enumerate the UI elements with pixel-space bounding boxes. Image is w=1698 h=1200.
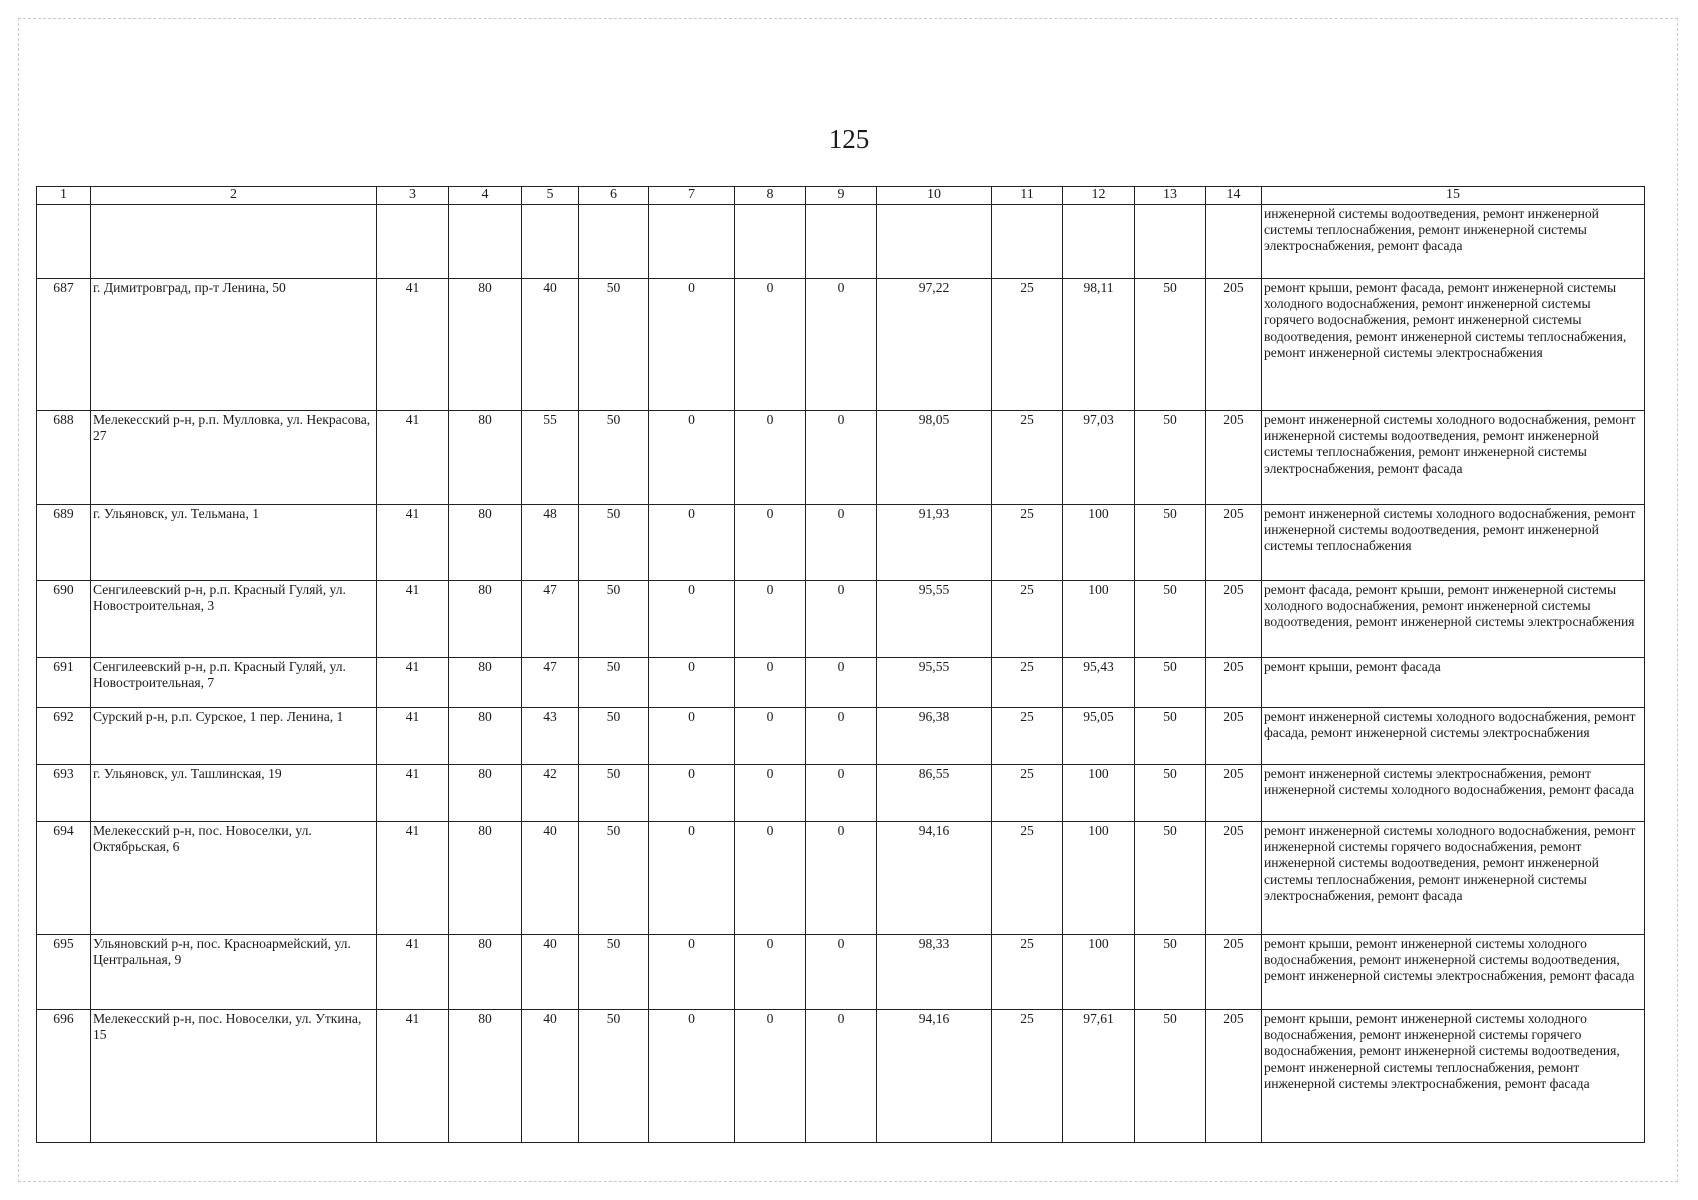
- cell-col3: 41: [377, 1009, 449, 1142]
- cell-col9: 0: [806, 821, 877, 934]
- cell-col11: 25: [992, 278, 1063, 410]
- column-header: 10: [877, 187, 992, 205]
- row-address: Мелекесский р-н, пос. Новоселки, ул. Уткина, 15: [91, 1009, 377, 1142]
- cell-col4: 80: [449, 1009, 522, 1142]
- cell-col11: 25: [992, 504, 1063, 580]
- cell-col12: 100: [1063, 504, 1135, 580]
- cell-col5: 40: [522, 1009, 579, 1142]
- table-row: [37, 821, 1645, 934]
- column-header: 7: [649, 187, 735, 205]
- table-row: [37, 934, 1645, 1009]
- cell-col12: 95,43: [1063, 657, 1135, 707]
- cell-col14: 205: [1206, 764, 1262, 821]
- cell-col14: 205: [1206, 707, 1262, 764]
- cell-col13: 50: [1135, 580, 1206, 657]
- cell-col4: 80: [449, 764, 522, 821]
- row-works: ремонт инженерной системы электроснабжения, ремонт инженерной системы холодного водоснабжения, ремонт фасада: [1262, 764, 1645, 821]
- row-address: [91, 204, 377, 278]
- cell-col9: 0: [806, 278, 877, 410]
- cell-col3: 41: [377, 504, 449, 580]
- row-number: [37, 204, 91, 278]
- cell-col14: 205: [1206, 580, 1262, 657]
- cell-col7: 0: [649, 657, 735, 707]
- table-row: [37, 580, 1645, 657]
- cell-col4: 80: [449, 504, 522, 580]
- cell-col12: 98,11: [1063, 278, 1135, 410]
- cell-col14: 205: [1206, 1009, 1262, 1142]
- row-address: г. Ульяновск, ул. Тельмана, 1: [91, 504, 377, 580]
- row-works: ремонт инженерной системы холодного водоснабжения, ремонт инженерной системы водоотведения, ремонт инженерной системы теплоснабжения, ремонт инженерной системы электроснабжения, ремонт фасада: [1262, 410, 1645, 504]
- cell-col7: 0: [649, 1009, 735, 1142]
- cell-col8: 0: [735, 410, 806, 504]
- cell-col11: 25: [992, 580, 1063, 657]
- column-header: 5: [522, 187, 579, 205]
- cell-col12: 95,05: [1063, 707, 1135, 764]
- column-header: 3: [377, 187, 449, 205]
- cell-col7: 0: [649, 764, 735, 821]
- cell-col4: 80: [449, 934, 522, 1009]
- cell-col3: 41: [377, 410, 449, 504]
- cell-col5: 43: [522, 707, 579, 764]
- cell-col10: 95,55: [877, 657, 992, 707]
- cell-col7: 0: [649, 707, 735, 764]
- cell-col6: 50: [579, 410, 649, 504]
- cell-col11: 25: [992, 934, 1063, 1009]
- cell-col3: [377, 204, 449, 278]
- row-address: Сенгилеевский р-н, р.п. Красный Гуляй, ул. Новостроительная, 3: [91, 580, 377, 657]
- row-number: 692: [37, 707, 91, 764]
- cell-col6: 50: [579, 278, 649, 410]
- cell-col14: [1206, 204, 1262, 278]
- cell-col11: 25: [992, 821, 1063, 934]
- cell-col5: 40: [522, 278, 579, 410]
- cell-col9: 0: [806, 410, 877, 504]
- row-works: ремонт крыши, ремонт фасада: [1262, 657, 1645, 707]
- cell-col10: 95,55: [877, 580, 992, 657]
- row-address: г. Ульяновск, ул. Ташлинская, 19: [91, 764, 377, 821]
- cell-col13: 50: [1135, 821, 1206, 934]
- cell-col5: 47: [522, 657, 579, 707]
- table-row: [37, 504, 1645, 580]
- cell-col6: 50: [579, 821, 649, 934]
- cell-col6: 50: [579, 764, 649, 821]
- row-works: инженерной системы водоотведения, ремонт инженерной системы теплоснабжения, ремонт инженерной системы электроснабжения, ремонт фасада: [1262, 204, 1645, 278]
- table-header-row: [37, 187, 1645, 205]
- cell-col9: 0: [806, 934, 877, 1009]
- column-header: 11: [992, 187, 1063, 205]
- cell-col11: 25: [992, 707, 1063, 764]
- cell-col7: 0: [649, 410, 735, 504]
- cell-col3: 41: [377, 657, 449, 707]
- row-number: 688: [37, 410, 91, 504]
- cell-col12: 97,61: [1063, 1009, 1135, 1142]
- cell-col6: [579, 204, 649, 278]
- cell-col4: 80: [449, 821, 522, 934]
- cell-col3: 41: [377, 707, 449, 764]
- cell-col6: 50: [579, 707, 649, 764]
- cell-col10: 94,16: [877, 821, 992, 934]
- row-works: ремонт фасада, ремонт крыши, ремонт инженерной системы холодного водоснабжения, ремонт инженерной системы водоотведения, ремонт инженерной системы электроснабжения: [1262, 580, 1645, 657]
- table-row: [37, 410, 1645, 504]
- cell-col11: 25: [992, 764, 1063, 821]
- cell-col9: 0: [806, 1009, 877, 1142]
- cell-col13: 50: [1135, 657, 1206, 707]
- cell-col9: [806, 204, 877, 278]
- cell-col5: [522, 204, 579, 278]
- row-address: Ульяновский р-н, пос. Красноармейский, ул. Центральная, 9: [91, 934, 377, 1009]
- row-number: 689: [37, 504, 91, 580]
- table-row: [37, 204, 1645, 278]
- cell-col5: 42: [522, 764, 579, 821]
- row-works: ремонт инженерной системы холодного водоснабжения, ремонт фасада, ремонт инженерной системы электроснабжения: [1262, 707, 1645, 764]
- cell-col3: 41: [377, 580, 449, 657]
- cell-col4: 80: [449, 278, 522, 410]
- table-row: [37, 1009, 1645, 1142]
- cell-col6: 50: [579, 580, 649, 657]
- cell-col6: 50: [579, 1009, 649, 1142]
- cell-col13: 50: [1135, 764, 1206, 821]
- row-works: ремонт крыши, ремонт инженерной системы холодного водоснабжения, ремонт инженерной системы горячего водоснабжения, ремонт инженерной системы водоотведения, ремонт инженерной системы теплоснабжения, ремонт инженерной системы электроснабжения, ремонт фасада: [1262, 1009, 1645, 1142]
- row-number: 695: [37, 934, 91, 1009]
- cell-col9: 0: [806, 657, 877, 707]
- cell-col4: 80: [449, 410, 522, 504]
- row-address: Сенгилеевский р-н, р.п. Красный Гуляй, ул. Новостроительная, 7: [91, 657, 377, 707]
- row-works: ремонт крыши, ремонт фасада, ремонт инженерной системы холодного водоснабжения, ремонт инженерной системы горячего водоснабжения, ремонт инженерной системы водоотведения, ремонт инженерной системы теплоснабжения, ремонт инженерной системы электроснабжения: [1262, 278, 1645, 410]
- column-header: 6: [579, 187, 649, 205]
- column-header: 1: [37, 187, 91, 205]
- cell-col10: 94,16: [877, 1009, 992, 1142]
- cell-col12: 97,03: [1063, 410, 1135, 504]
- cell-col8: [735, 204, 806, 278]
- cell-col6: 50: [579, 934, 649, 1009]
- cell-col8: 0: [735, 934, 806, 1009]
- cell-col13: 50: [1135, 1009, 1206, 1142]
- row-address: г. Димитровград, пр-т Ленина, 50: [91, 278, 377, 410]
- cell-col9: 0: [806, 580, 877, 657]
- cell-col3: 41: [377, 764, 449, 821]
- repair-table: [36, 186, 1645, 1143]
- column-header: 15: [1262, 187, 1645, 205]
- cell-col7: [649, 204, 735, 278]
- cell-col11: 25: [992, 657, 1063, 707]
- page-number: 125: [828, 124, 870, 154]
- cell-col11: 25: [992, 410, 1063, 504]
- cell-col7: 0: [649, 580, 735, 657]
- cell-col9: 0: [806, 707, 877, 764]
- column-header: 8: [735, 187, 806, 205]
- row-number: 691: [37, 657, 91, 707]
- cell-col13: 50: [1135, 278, 1206, 410]
- cell-col13: [1135, 204, 1206, 278]
- cell-col7: 0: [649, 278, 735, 410]
- cell-col4: [449, 204, 522, 278]
- column-header: 12: [1063, 187, 1135, 205]
- column-header: 14: [1206, 187, 1262, 205]
- cell-col3: 41: [377, 278, 449, 410]
- cell-col8: 0: [735, 1009, 806, 1142]
- cell-col12: 100: [1063, 934, 1135, 1009]
- row-works: ремонт инженерной системы холодного водоснабжения, ремонт инженерной системы горячего водоснабжения, ремонт инженерной системы водоотведения, ремонт инженерной системы теплоснабжения, ремонт инженерной системы электроснабжения, ремонт фасада: [1262, 821, 1645, 934]
- cell-col5: 55: [522, 410, 579, 504]
- cell-col14: 205: [1206, 657, 1262, 707]
- cell-col10: 86,55: [877, 764, 992, 821]
- cell-col14: 205: [1206, 504, 1262, 580]
- cell-col3: 41: [377, 934, 449, 1009]
- cell-col8: 0: [735, 764, 806, 821]
- cell-col7: 0: [649, 934, 735, 1009]
- row-number: 694: [37, 821, 91, 934]
- cell-col12: 100: [1063, 580, 1135, 657]
- cell-col10: 91,93: [877, 504, 992, 580]
- cell-col14: 205: [1206, 821, 1262, 934]
- cell-col11: 25: [992, 1009, 1063, 1142]
- cell-col12: 100: [1063, 821, 1135, 934]
- column-header: 9: [806, 187, 877, 205]
- cell-col14: 205: [1206, 934, 1262, 1009]
- cell-col3: 41: [377, 821, 449, 934]
- cell-col5: 40: [522, 934, 579, 1009]
- cell-col12: 100: [1063, 764, 1135, 821]
- cell-col5: 40: [522, 821, 579, 934]
- cell-col10: 96,38: [877, 707, 992, 764]
- cell-col5: 47: [522, 580, 579, 657]
- cell-col10: 98,05: [877, 410, 992, 504]
- cell-col9: 0: [806, 764, 877, 821]
- cell-col5: 48: [522, 504, 579, 580]
- cell-col4: 80: [449, 580, 522, 657]
- cell-col12: [1063, 204, 1135, 278]
- cell-col8: 0: [735, 657, 806, 707]
- column-header: 2: [91, 187, 377, 205]
- cell-col8: 0: [735, 707, 806, 764]
- cell-col8: 0: [735, 278, 806, 410]
- cell-col10: 97,22: [877, 278, 992, 410]
- cell-col4: 80: [449, 707, 522, 764]
- cell-col8: 0: [735, 504, 806, 580]
- cell-col13: 50: [1135, 504, 1206, 580]
- cell-col9: 0: [806, 504, 877, 580]
- cell-col10: [877, 204, 992, 278]
- row-number: 696: [37, 1009, 91, 1142]
- cell-col10: 98,33: [877, 934, 992, 1009]
- row-address: Мелекесский р-н, р.п. Мулловка, ул. Некрасова, 27: [91, 410, 377, 504]
- column-header: 4: [449, 187, 522, 205]
- cell-col8: 0: [735, 580, 806, 657]
- cell-col7: 0: [649, 821, 735, 934]
- table-row: [37, 707, 1645, 764]
- column-header: 13: [1135, 187, 1206, 205]
- cell-col11: [992, 204, 1063, 278]
- cell-col7: 0: [649, 504, 735, 580]
- row-works: ремонт крыши, ремонт инженерной системы холодного водоснабжения, ремонт инженерной системы водоотведения, ремонт инженерной системы электроснабжения, ремонт фасада: [1262, 934, 1645, 1009]
- row-number: 687: [37, 278, 91, 410]
- cell-col6: 50: [579, 657, 649, 707]
- cell-col13: 50: [1135, 707, 1206, 764]
- row-number: 693: [37, 764, 91, 821]
- table-row: [37, 764, 1645, 821]
- cell-col13: 50: [1135, 934, 1206, 1009]
- cell-col14: 205: [1206, 278, 1262, 410]
- table-row: [37, 657, 1645, 707]
- cell-col8: 0: [735, 821, 806, 934]
- row-number: 690: [37, 580, 91, 657]
- table-row: [37, 278, 1645, 410]
- row-address: Мелекесский р-н, пос. Новоселки, ул. Октябрьская, 6: [91, 821, 377, 934]
- cell-col14: 205: [1206, 410, 1262, 504]
- row-address: Сурский р-н, р.п. Сурское, 1 пер. Ленина, 1: [91, 707, 377, 764]
- cell-col13: 50: [1135, 410, 1206, 504]
- cell-col6: 50: [579, 504, 649, 580]
- row-works: ремонт инженерной системы холодного водоснабжения, ремонт инженерной системы водоотведения, ремонт инженерной системы теплоснабжения: [1262, 504, 1645, 580]
- cell-col4: 80: [449, 657, 522, 707]
